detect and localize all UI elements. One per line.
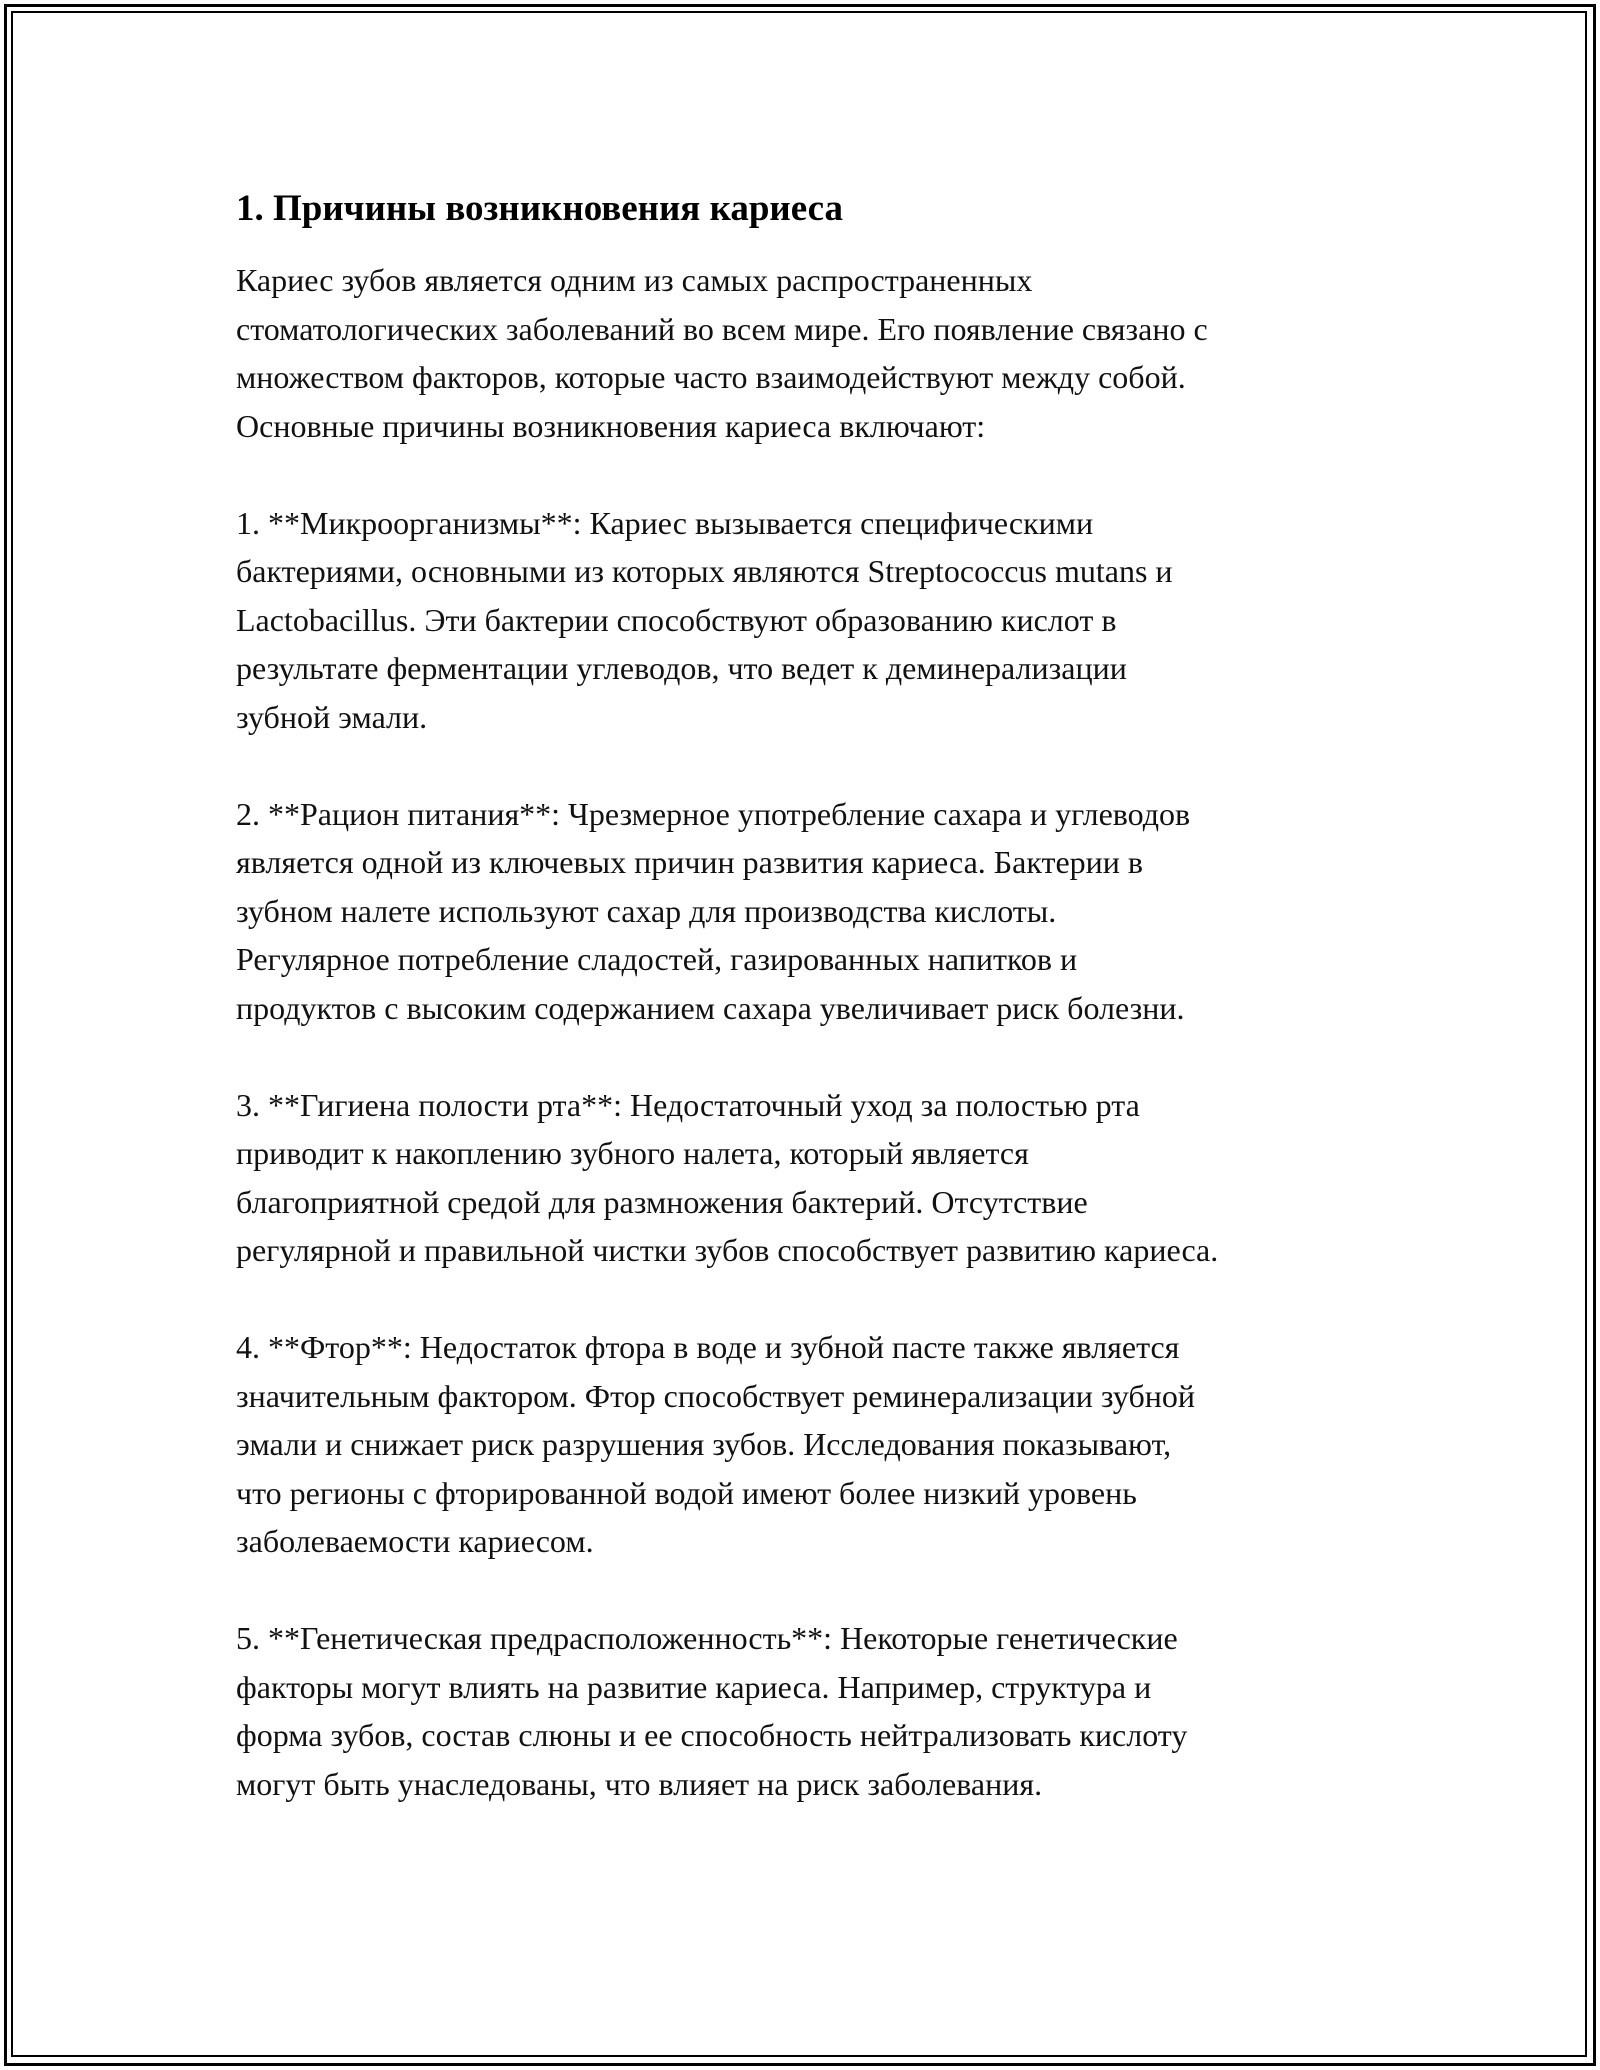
list-item-oral-hygiene: 3. **Гигиена полости рта**: Недостаточный уход за полостью рта приводит к накоплению зубного налета, который является благоприятной средой для размножения бактерий. Отсутствие регулярной и правильной чистки зубов способствует развитию кариеса. xyxy=(236,1086,1219,1268)
intro-paragraph: Кариес зубов является одним из самых распространенных стоматологических заболеваний во всем мире. Его появление связано с множеством факторов, которые часто взаимодействуют между собой. Основные причины возникновения кариеса включают: xyxy=(236,262,1208,444)
list-item-fluoride: 4. **Фтор**: Недостаток фтора в воде и зубной пасте также является значительным фактором. Фтор способствует реминерализации зубной эмали и снижает риск разрушения зубов. Исследования показывают, что регионы с фторированной водой имеют более низкий уровень заболеваемости кариесом. xyxy=(236,1329,1195,1559)
list-item-diet: 2. **Рацион питания**: Чрезмерное употребление сахара и углеводов является одной из ключевых причин развития кариеса. Бактерии в зубном налете используют сахар для производства кислоты. Регулярное потребление сладостей, газированных напитков и продуктов с высоким содержанием сахара увеличивает риск болезни. xyxy=(236,795,1191,1026)
document-body xyxy=(236,186,1376,1857)
list-item-genetics: 5. **Генетическая предрасположенность**: Некоторые генетические факторы могут влиять на развитие кариеса. Например, структура и форма зубов, состав слюны и ее способность нейтрализовать кислоту могут быть унаследованы, что влияет на риск заболевания. xyxy=(236,1620,1188,1802)
section-heading: 1. Причины возникновения кариеса xyxy=(236,188,843,229)
list-item-microorganisms: 1. **Микроорганизмы**: Кариес вызывается специфическими бактериями, основными из которых являются Streptococcus mutans и Lactobacillus. Эти бактерии способствуют образованию кислот в результате ферментации углеводов, что ведет к деминерализации зубной эмали. xyxy=(236,504,1173,735)
